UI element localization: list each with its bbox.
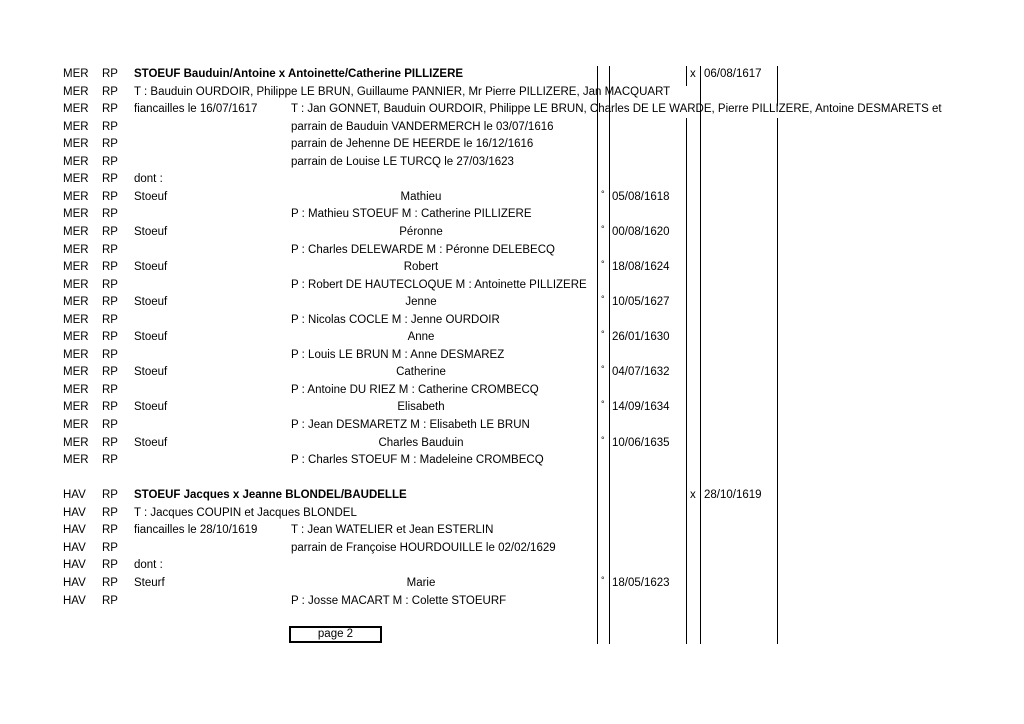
detail-text: parrain de Jehenne DE HEERDE le 16/12/1616 — [291, 138, 534, 151]
column-rule — [686, 66, 687, 86]
birth-marker: ° — [601, 188, 605, 199]
entry-text: T : Bauduin OURDOIR, Philippe LE BRUN, Guillaume PANNIER, Mr Pierre PILLIZERE, Jan MACQUART — [134, 85, 671, 98]
record-type: RP — [102, 594, 118, 607]
parish-code: MER — [63, 436, 89, 449]
entry-text: Stoeuf — [134, 190, 168, 203]
record-type: RP — [102, 120, 118, 133]
column-rule — [700, 66, 701, 644]
birth-marker: ° — [601, 294, 605, 305]
entry-text: dont : — [134, 559, 163, 572]
parish-code: HAV — [63, 489, 86, 502]
column-rule — [777, 118, 778, 644]
record-type: RP — [102, 489, 118, 502]
detail-text: P : Louis LE BRUN M : Anne DESMAREZ — [291, 348, 505, 361]
child-name: Elisabeth — [397, 401, 445, 414]
birth-marker: ° — [601, 259, 605, 270]
record-type: RP — [102, 155, 118, 168]
column-rule — [777, 66, 778, 106]
parish-code: MER — [63, 155, 89, 168]
record-type: RP — [102, 243, 118, 256]
detail-text: T : Jean WATELIER et Jean ESTERLIN — [291, 524, 494, 537]
child-name: Marie — [406, 576, 436, 589]
detail-text: parrain de Bauduin VANDERMERCH le 03/07/1616 — [291, 120, 554, 133]
marriage-date: 28/10/1619 — [704, 489, 762, 502]
parish-code: HAV — [63, 559, 86, 572]
birth-date: 18/08/1624 — [612, 261, 670, 274]
column-rule — [609, 66, 610, 644]
birth-date: 05/08/1618 — [612, 190, 670, 203]
child-name: Catherine — [396, 366, 446, 379]
record-type: RP — [102, 103, 118, 116]
record-type: RP — [102, 313, 118, 326]
record-type: RP — [102, 454, 118, 467]
parish-code: MER — [63, 68, 89, 80]
parish-code: MER — [63, 419, 89, 431]
birth-date: 00/08/1620 — [612, 225, 670, 238]
detail-text: P : Charles DELEWARDE M : Péronne DELEBECQ — [291, 243, 555, 256]
record-type: RP — [102, 576, 118, 589]
detail-text: parrain de Françoise HOURDOUILLE le 02/02/1629 — [291, 541, 556, 554]
record-type: RP — [102, 278, 118, 291]
entry-text: Stoeuf — [134, 436, 168, 449]
record-type: RP — [102, 296, 118, 309]
parish-code: HAV — [63, 524, 86, 537]
entry-text: Stoeuf — [134, 225, 168, 238]
record-type: RP — [102, 331, 118, 344]
parish-code: HAV — [63, 541, 86, 554]
parish-code: MER — [63, 173, 89, 186]
record-type: RP — [102, 419, 118, 431]
parish-code: MER — [63, 85, 89, 98]
birth-date: 26/01/1630 — [612, 331, 670, 344]
parish-code: MER — [63, 225, 89, 238]
parish-code: MER — [63, 103, 89, 116]
parish-code: MER — [63, 120, 89, 133]
birth-date: 18/05/1623 — [612, 576, 670, 589]
child-name: Jenne — [405, 296, 437, 309]
marriage-date: 06/08/1617 — [704, 68, 762, 80]
parish-code: MER — [63, 331, 89, 344]
parish-code: MER — [63, 313, 89, 326]
parish-code: MER — [63, 261, 89, 274]
entry-text: Stoeuf — [134, 296, 168, 309]
birth-marker: ° — [601, 329, 605, 340]
parish-code: MER — [63, 348, 89, 361]
entry-text: fiancailles le 28/10/1619 — [134, 524, 258, 537]
entry-text: Stoeuf — [134, 331, 168, 344]
birth-marker: ° — [601, 574, 605, 585]
parish-code: MER — [63, 278, 89, 291]
parish-code: HAV — [63, 594, 86, 607]
record-type: RP — [102, 261, 118, 274]
entry-text: Stoeuf — [134, 261, 168, 274]
child-name: Mathieu — [400, 190, 442, 203]
parish-code: MER — [63, 383, 89, 396]
record-type: RP — [102, 138, 118, 151]
record-type: RP — [102, 366, 118, 379]
record-type: RP — [102, 173, 118, 186]
detail-text: P : Antoine DU RIEZ M : Catherine CROMBECQ — [291, 383, 539, 396]
parish-code: HAV — [63, 506, 86, 519]
record-type: RP — [102, 85, 118, 98]
birth-marker: ° — [601, 364, 605, 375]
entry-text: Stoeuf — [134, 366, 168, 379]
parish-code: MER — [63, 190, 89, 203]
parish-code: MER — [63, 243, 89, 256]
birth-marker: ° — [601, 399, 605, 410]
parish-code: HAV — [63, 576, 86, 589]
parish-code: MER — [63, 296, 89, 309]
detail-text: P : Charles STOEUF M : Madeleine CROMBECQ — [291, 454, 544, 467]
record-type: RP — [102, 559, 118, 572]
record-type: RP — [102, 68, 118, 80]
record-type: RP — [102, 506, 118, 519]
entry-text: fiancailles le 16/07/1617 — [134, 103, 258, 116]
entry-text: dont : — [134, 173, 163, 186]
parish-code: MER — [63, 366, 89, 379]
child-name: Charles Bauduin — [378, 436, 464, 449]
record-type: RP — [102, 225, 118, 238]
record-type: RP — [102, 208, 118, 221]
entry-text: STOEUF Bauduin/Antoine x Antoinette/Catherine PILLIZERE — [134, 68, 464, 80]
record-type: RP — [102, 541, 118, 554]
entry-text: STOEUF Jacques x Jeanne BLONDEL/BAUDELLE — [134, 489, 407, 502]
child-name: Anne — [407, 331, 435, 344]
detail-text: P : Josse MACART M : Colette STOEURF — [291, 594, 507, 607]
detail-text: P : Jean DESMARETZ M : Elisabeth LE BRUN — [291, 419, 530, 431]
child-name: Péronne — [399, 225, 443, 238]
record-type: RP — [102, 348, 118, 361]
parish-code: MER — [63, 138, 89, 151]
birth-date: 10/06/1635 — [612, 436, 670, 449]
birth-date: 04/07/1632 — [612, 366, 670, 379]
record-type: RP — [102, 436, 118, 449]
birth-marker: ° — [601, 223, 605, 234]
detail-text: P : Robert DE HAUTECLOQUE M : Antoinette PILLIZERE — [291, 278, 587, 291]
record-type: RP — [102, 524, 118, 537]
marriage-marker: x — [690, 68, 696, 80]
record-type: RP — [102, 401, 118, 414]
page-label: page 2 — [317, 628, 354, 640]
record-type: RP — [102, 190, 118, 203]
birth-marker: ° — [601, 434, 605, 445]
column-rule — [686, 118, 687, 644]
birth-date: 10/05/1627 — [612, 296, 670, 309]
marriage-marker: x — [690, 489, 696, 502]
parish-code: MER — [63, 401, 89, 414]
detail-text: P : Mathieu STOEUF M : Catherine PILLIZERE — [291, 208, 532, 221]
column-rule — [597, 66, 598, 644]
entry-text: Stoeuf — [134, 401, 168, 414]
entry-text: T : Jacques COUPIN et Jacques BLONDEL — [134, 506, 357, 519]
entry-text: Steurf — [134, 576, 165, 589]
parish-code: MER — [63, 208, 89, 221]
child-name: Robert — [403, 261, 439, 274]
detail-text: parrain de Louise LE TURCQ le 27/03/1623 — [291, 155, 514, 168]
birth-date: 14/09/1634 — [612, 401, 670, 414]
detail-text: P : Nicolas COCLE M : Jenne OURDOIR — [291, 313, 500, 326]
record-type: RP — [102, 383, 118, 396]
page-number-box — [289, 626, 382, 643]
detail-text: T : Jan GONNET, Bauduin OURDOIR, Philippe LE BRUN, Charles DE LE WARDE, Pierre PILLIZERE, Antoine DESMARETS et — [291, 103, 942, 116]
parish-code: MER — [63, 454, 89, 467]
